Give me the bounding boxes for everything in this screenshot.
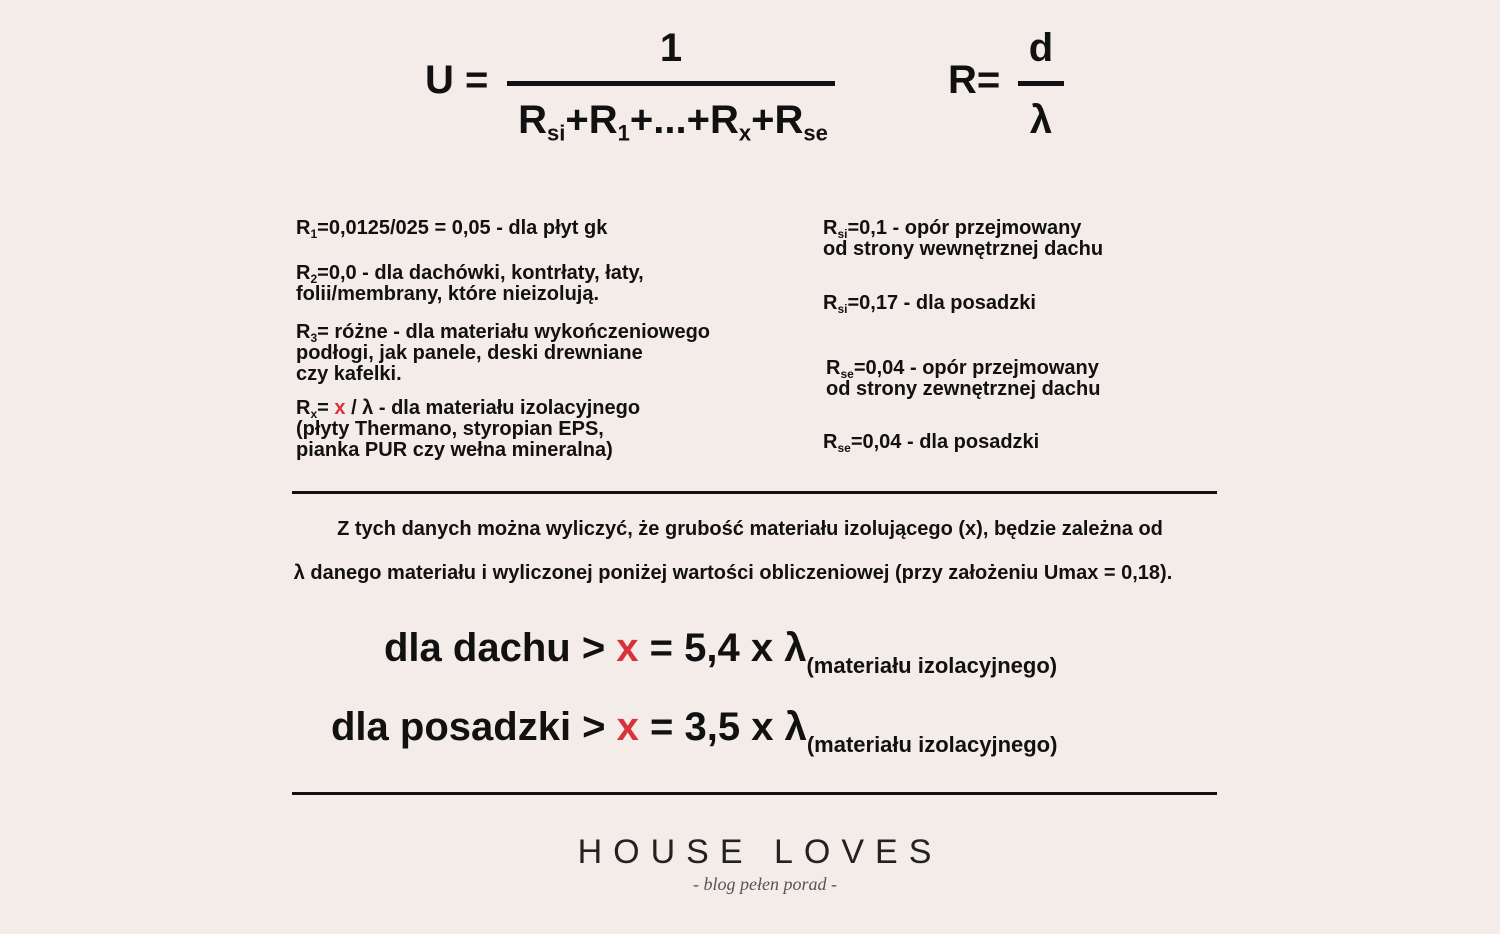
result-roof: dla dachu > x = 5,4 x $\lambda_{(materiału izolacyjnego)}$ [384,626,1058,679]
explanation-line-2: λ danego materiału i wyliczonej poniżej wartości obliczeniowej (przy założeniu Umax = 0,18). [293,562,1173,584]
r-fraction-bar [1018,81,1064,86]
u-formula-denominator: $R_{si}+R_1+...+R_x+R_{se}$ [518,98,828,146]
note-r2: $R_2=0,0$ - dla dachówki, kontrłaty, łaty, folii/membrany, które nieizolują. [296,262,644,305]
u-formula-lhs: U = [425,58,489,102]
note-r3: $R_3=$ różne - dla materiału wykończeniowego podłogi, jak panele, deski drewniane czy kafelki. [296,321,711,385]
divider-bottom [292,792,1217,795]
u-fraction-bar [507,81,835,86]
r-formula-denominator: λ [1029,98,1053,142]
variable-x: x [616,705,639,749]
divider-top [292,491,1217,494]
variable-x: x [616,626,639,670]
note-rse-floor: $R_{se}=0,04$ - dla posadzki [823,431,1040,456]
note-r1: $R_1=0,0125/025 = 0,05$ - dla płyt gk [296,217,608,242]
note-rse-roof: $R_{se}=0,04$ - opór przejmowany od strony zewnętrznej dachu [826,357,1101,400]
brand-tagline: - blog pełen porad - [693,874,837,894]
u-formula-numerator: 1 [659,26,683,70]
brand-logo: HOUSE LOVES [577,833,943,871]
r-formula-lhs: R= [948,58,1001,102]
explanation-line-1: Z tych danych można wyliczyć, że grubość materiału izolującego (x), będzie zależna od [337,518,1163,540]
note-rsi-roof: $R_{si}=0,1$ - opór przejmowany od strony wewnętrznej dachu [823,217,1104,260]
variable-x: x [334,397,346,419]
note-rsi-floor: $R_{si}=0,17$ - dla posadzki [823,292,1036,317]
note-rx: $R_x= x / \lambda$ - dla materiału izolacyjnego (płyty Thermano, styropian EPS, pianka PUR czy wełna mineralna) [296,397,641,461]
r-formula-numerator: d [1028,26,1054,70]
result-floor: dla posadzki > x = 3,5 x $\lambda_{(materiału izolacyjnego)}$ [331,705,1058,758]
